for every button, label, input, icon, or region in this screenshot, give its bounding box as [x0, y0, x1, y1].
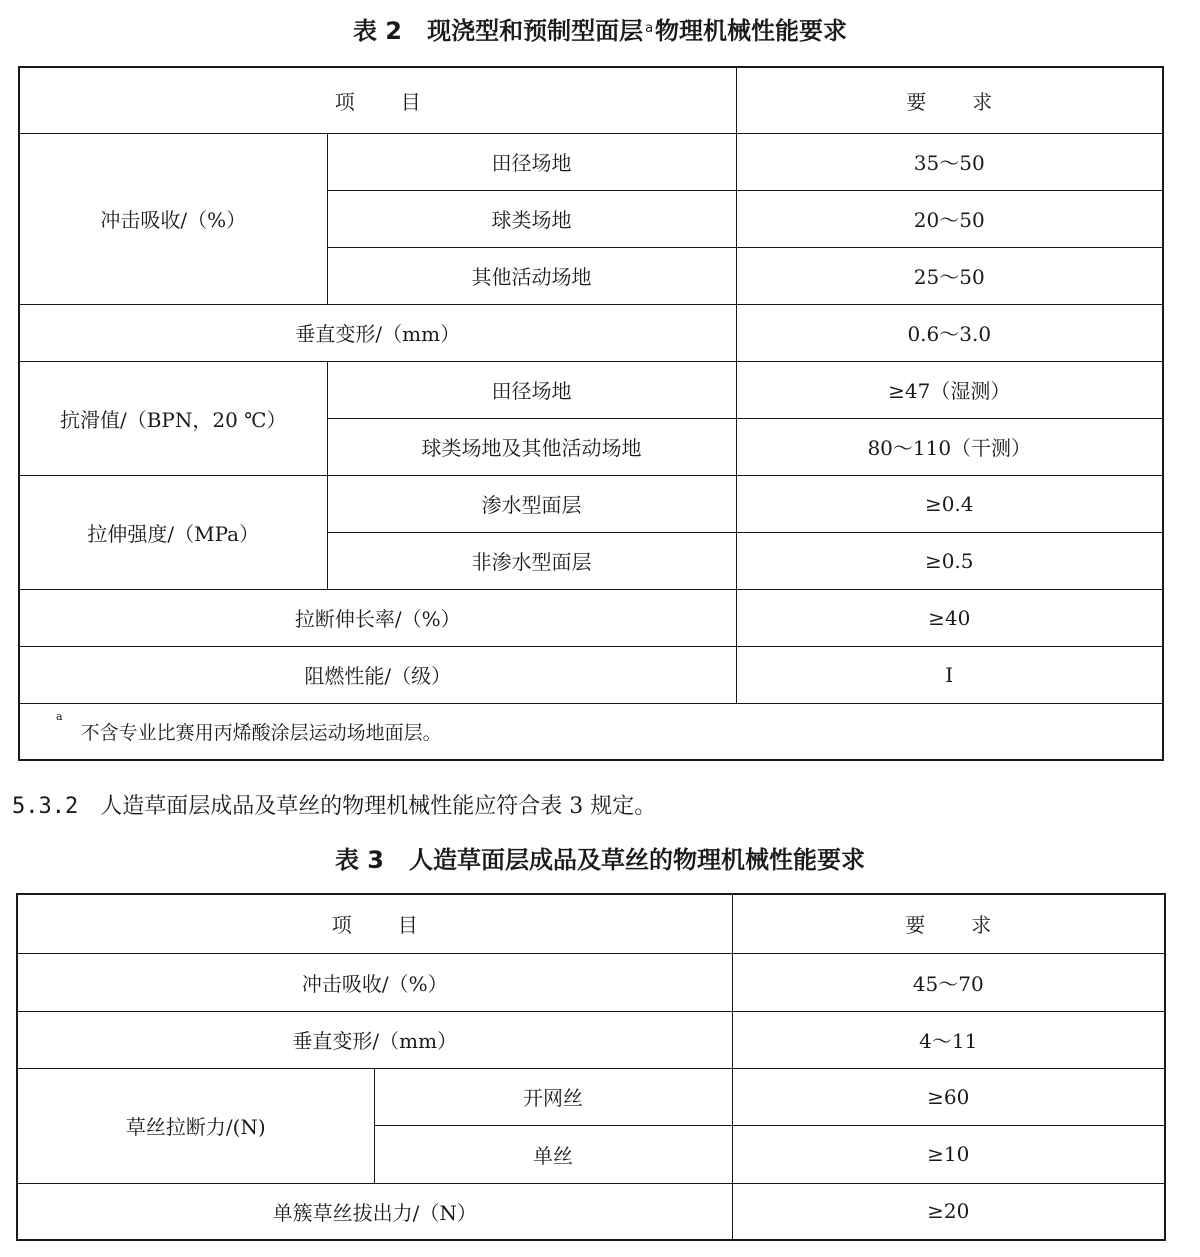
- table2-caption-prefix: 表 2 现浇型和预制型面层: [352, 17, 644, 45]
- table2-caption-suffix: 物理机械性能要求: [655, 17, 848, 45]
- header-item: 项 目: [17, 894, 732, 953]
- table-row: [19, 646, 1163, 703]
- requirement-value: ≥47（湿测）: [736, 361, 1163, 418]
- requirement-value: 4～11: [732, 1011, 1165, 1068]
- clause-text: 人造草面层成品及草丝的物理机械性能应符合表 3 规定。: [100, 794, 657, 819]
- requirement-value: 0.6～3.0: [736, 304, 1163, 361]
- slip-label: 抗滑值/（BPN，20 ℃）: [19, 361, 327, 475]
- requirement-value: I: [736, 646, 1163, 703]
- impact-label: 冲击吸收/（%）: [19, 133, 327, 304]
- clause-paragraph: [12, 792, 656, 822]
- table3-caption: 表 3 人造草面层成品及草丝的物理机械性能要求: [334, 846, 866, 874]
- footnote-mark: a: [56, 709, 63, 723]
- requirement-value: ≥40: [736, 589, 1163, 646]
- flame-label: 阻燃性能/（级）: [19, 646, 736, 703]
- requirement-value: 25～50: [736, 247, 1163, 304]
- table2: [18, 66, 1164, 761]
- table3: [16, 893, 1166, 1241]
- table-row: [17, 953, 1165, 1011]
- break-force-label: 草丝拉断力/(N): [17, 1068, 374, 1183]
- table2-footnote: [19, 703, 1163, 760]
- table-note-row: [19, 703, 1163, 760]
- requirement-value: ≥20: [732, 1183, 1165, 1240]
- table2-caption: [0, 16, 1200, 46]
- footnote-text: 不含专业比赛用丙烯酸涂层运动场地面层。: [80, 721, 442, 744]
- table-header-row: [17, 894, 1165, 953]
- table-row: [19, 304, 1163, 361]
- impact-label: 冲击吸收/（%）: [17, 953, 732, 1011]
- table-row: [19, 475, 1163, 532]
- table-row: [17, 1183, 1165, 1240]
- table-row: [19, 589, 1163, 646]
- requirement-value: ≥60: [732, 1068, 1165, 1125]
- vertical-label: 垂直变形/（mm）: [19, 304, 736, 361]
- clause-number: 5.3.2: [12, 794, 79, 819]
- table-row: [19, 361, 1163, 418]
- requirement-value: ≥10: [732, 1125, 1165, 1183]
- requirement-value: ≥0.4: [736, 475, 1163, 532]
- table2-caption-footnote-mark: a: [645, 21, 654, 36]
- header-item: 项 目: [19, 67, 736, 133]
- sub-item: 球类场地: [327, 190, 736, 247]
- requirement-value: 45～70: [732, 953, 1165, 1011]
- header-requirement: 要 求: [732, 894, 1165, 953]
- requirement-value: ≥0.5: [736, 532, 1163, 589]
- table-row: [17, 1011, 1165, 1068]
- sub-item: 其他活动场地: [327, 247, 736, 304]
- table-header-row: [19, 67, 1163, 133]
- tensile-label: 拉伸强度/（MPa）: [19, 475, 327, 589]
- sub-item: 田径场地: [327, 361, 736, 418]
- sub-item: 单丝: [374, 1125, 732, 1183]
- vertical-label: 垂直变形/（mm）: [17, 1011, 732, 1068]
- sub-item: 非渗水型面层: [327, 532, 736, 589]
- requirement-value: 35～50: [736, 133, 1163, 190]
- requirement-value: 20～50: [736, 190, 1163, 247]
- pullout-label: 单簇草丝拔出力/（N）: [17, 1183, 732, 1240]
- table-row: [17, 1068, 1165, 1125]
- elongation-label: 拉断伸长率/（%）: [19, 589, 736, 646]
- table-row: [19, 133, 1163, 190]
- requirement-value: 80～110（干测）: [736, 418, 1163, 475]
- sub-item: 田径场地: [327, 133, 736, 190]
- sub-item: 开网丝: [374, 1068, 732, 1125]
- sub-item: 球类场地及其他活动场地: [327, 418, 736, 475]
- header-requirement: 要 求: [736, 67, 1163, 133]
- sub-item: 渗水型面层: [327, 475, 736, 532]
